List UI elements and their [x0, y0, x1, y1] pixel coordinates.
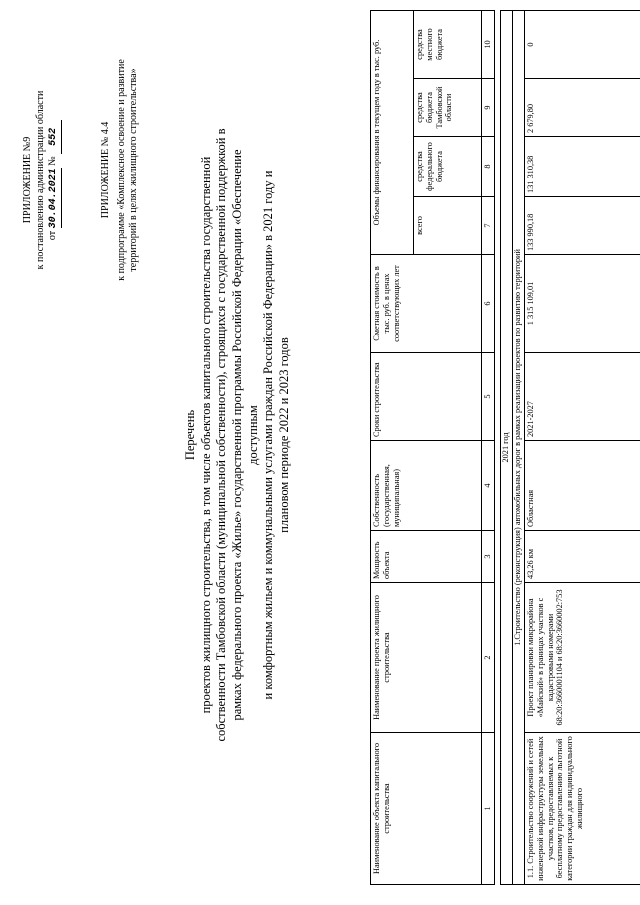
- title-line-2: собственности Тамбовской области (муниципальной собственности), строящихся с государственной поддержкой в: [214, 128, 229, 742]
- year-label: 2021 год: [501, 10, 513, 884]
- column-number: 7: [482, 197, 495, 255]
- column-number: 4: [482, 441, 495, 531]
- number-prefix: №: [47, 156, 58, 166]
- appendix-label: ПРИЛОЖЕНИЕ №9: [22, 136, 33, 224]
- column-number: 5: [482, 353, 495, 441]
- header-federal: средства федерального бюджета: [414, 137, 482, 197]
- projects-table: [370, 10, 640, 885]
- appendix-date-line: [47, 10, 62, 350]
- cell-total: 133 990,18: [525, 197, 640, 255]
- document-title: [183, 125, 292, 745]
- column-number: 2: [482, 583, 495, 733]
- title-line-3: рамках федерального проекта «Жилье» государственной программы Российской Федерации «Обеспечение доступным: [229, 149, 260, 721]
- cell-local: 0: [525, 10, 640, 78]
- subprogram-header: [100, 20, 141, 320]
- table-header-row: [371, 10, 414, 884]
- date-prefix: от: [47, 230, 58, 241]
- title-line-4: и комфортным жильем и коммунальными услугами граждан Российской Федерации» в 2021 году и: [261, 170, 276, 700]
- header-financing: Объемы финансирования в текущем году в тыс. руб.: [371, 10, 414, 254]
- header-period: Сроки строительства: [371, 353, 482, 441]
- column-number: 3: [482, 531, 495, 583]
- cell-capacity: 43,26 км: [525, 531, 640, 583]
- header-local: средства местного бюджета: [414, 10, 482, 78]
- subprogram-line-1: к подпрограмме «Комплексное освоение и развитие: [115, 59, 127, 281]
- header-project-name: Наименование проекта жилищного строительства: [371, 583, 482, 733]
- appendix-header: [22, 10, 62, 350]
- handwritten-date: 30.04.2021: [48, 168, 62, 228]
- cell-object: 1.1. Строительство сооружений и сетей инженерной инфраструктуры земельных участков, предоставляемых к бесплатному предоставлению льготной категории граждан для индивидуального жилищного: [525, 733, 640, 885]
- subprogram-label: ПРИЛОЖЕНИЕ № 4.4: [100, 121, 111, 219]
- handwritten-number: 552: [48, 120, 62, 154]
- header-ownership: Собственность (государственная, муниципальная): [371, 441, 482, 531]
- appendix-decree: к постановлению администрации области: [34, 90, 46, 270]
- title-line-5: плановом периоде 2022 и 2023 годов: [276, 337, 291, 533]
- column-number: 1: [482, 733, 495, 885]
- column-numbers-row: [482, 10, 495, 884]
- header-capacity: Мощность объекта: [371, 531, 482, 583]
- subprogram-line-2: территорий в целях жилищного строительства»: [128, 68, 139, 272]
- column-number: 10: [482, 10, 495, 78]
- cell-federal: 131 310,38: [525, 137, 640, 197]
- cell-cost: 1 315 109,01: [525, 255, 640, 353]
- title-line-1: проектов жилищного строительства, в том числе объектов капитального строительства государственной: [198, 156, 213, 714]
- header-object-name: Наименование объекта капитального строительства: [371, 733, 482, 885]
- column-number: 8: [482, 137, 495, 197]
- title-heading: Перечень: [183, 409, 197, 461]
- year-row: [501, 10, 513, 884]
- column-number: 6: [482, 255, 495, 353]
- header-cost: Сметная стоимость в тыс. руб. в ценах соответствующих лет: [371, 255, 482, 353]
- table-row: [525, 10, 640, 884]
- section-label: 1.Строительство (реконструкция) автомобильных дорог в рамках реализации проектов по развитию территорий: [513, 10, 525, 884]
- section-row: [513, 10, 525, 884]
- header-total: всего: [414, 197, 482, 255]
- cell-ownership: Областная: [525, 441, 640, 531]
- header-regional: средства бюджета Тамбовской области: [414, 79, 482, 137]
- cell-period: 2021-2027: [525, 353, 640, 441]
- cell-regional: 2 679,80: [525, 79, 640, 137]
- cell-project: Проект планировки микрорайона «Майский» в границах участков с кадастровыми номерами 68:20:3660001104 и 68:20:3660002:753: [525, 583, 640, 733]
- column-number: 9: [482, 79, 495, 137]
